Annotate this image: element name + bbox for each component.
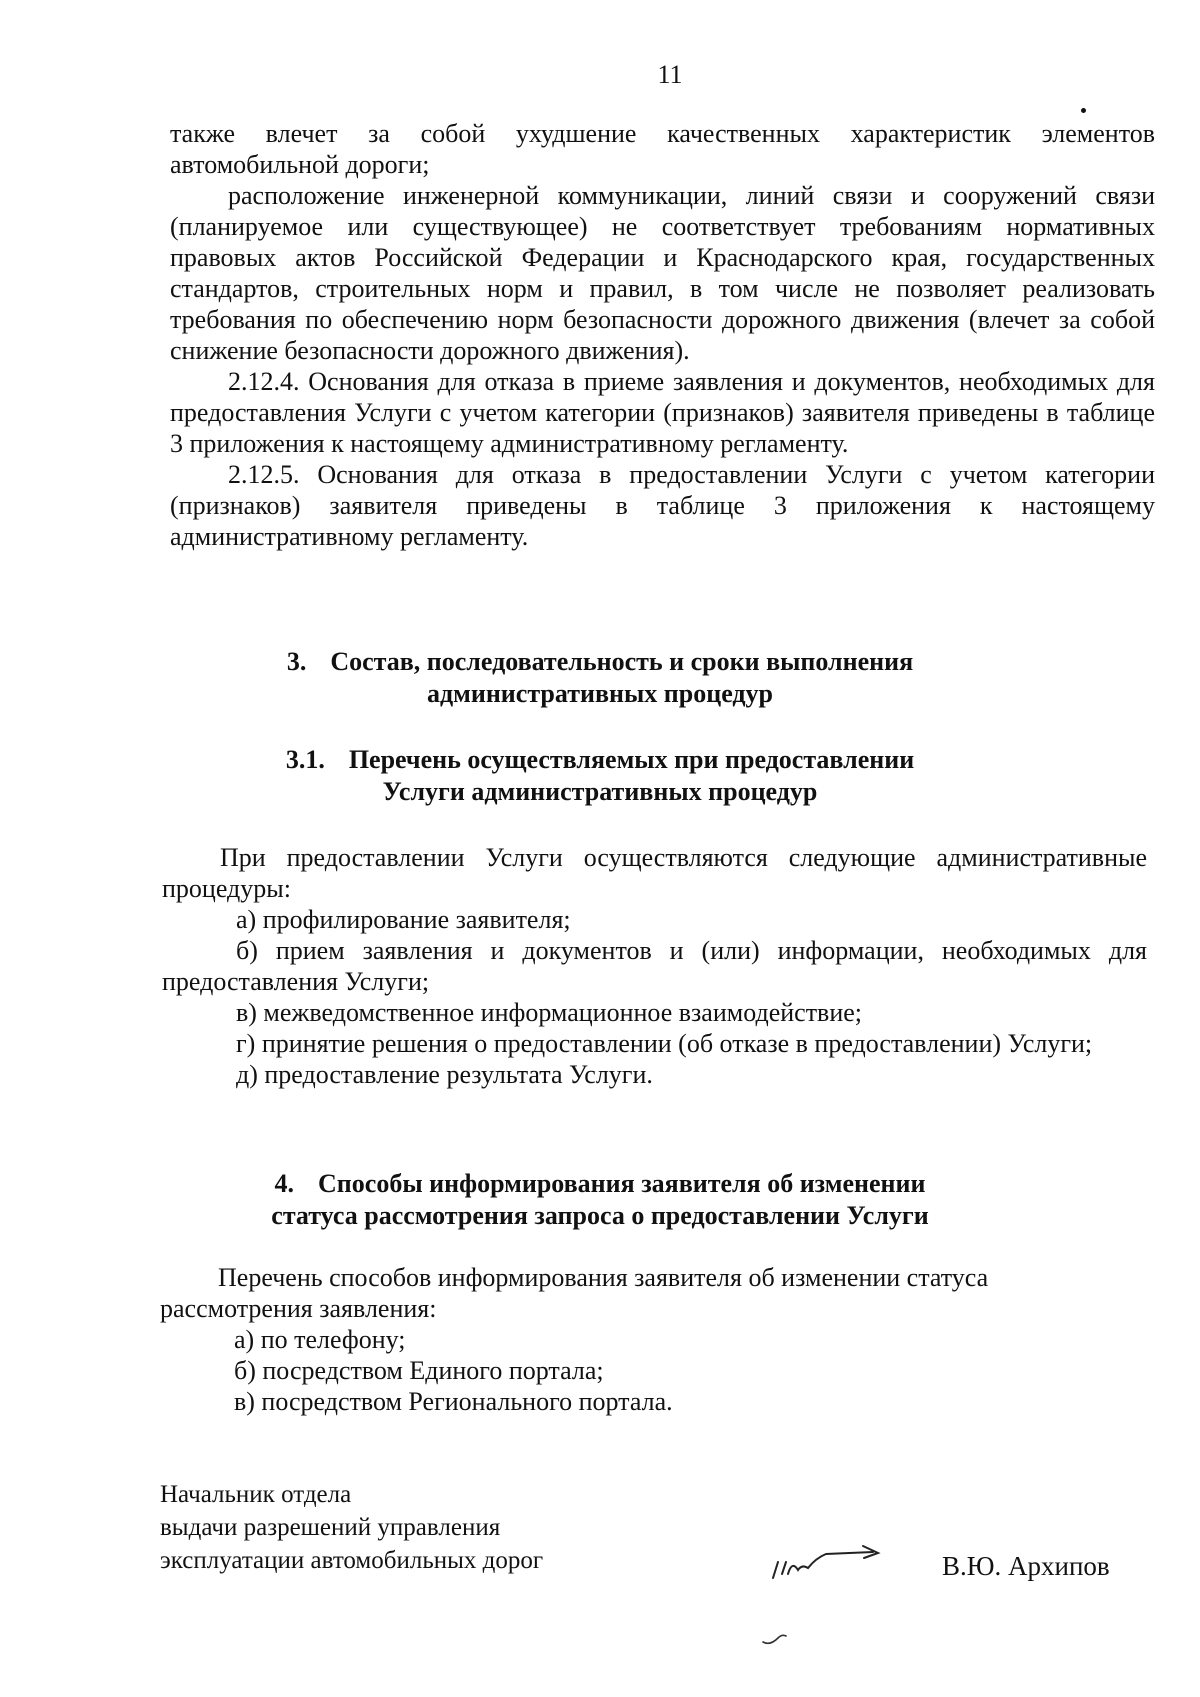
position-line3: эксплуатации автомобильных дорог [160, 1547, 544, 1574]
section-4-number: 4. [274, 1169, 295, 1198]
section-3-1-heading [0, 744, 1200, 808]
procedure-item: б) прием заявления и документов и (или) информации, необходимых для предоставления Услуги; [162, 936, 1147, 996]
signatory-name: В.Ю. Архипов [942, 1551, 1110, 1581]
position-line2: выдачи разрешений управления [160, 1514, 501, 1541]
paragraph-location: расположение инженерной коммуникации, линий связи и сооружений связи (планируемое или существующее) не соответствует требованиям нормативных правовых актов Российской Федерации и Краснодарского края, государственных стандартов, строительных норм и правил, в том числе не позволяет реализовать требования по обеспечению норм безопасности дорожного движения (влечет за собой снижение безопасности дорожного движения). [170, 181, 1155, 365]
paragraph-2-12-5: 2.12.5. Основания для отказа в предоставлении Услуги с учетом категории (признаков) заявителя приведены в таблице 3 приложения к настоящему административному регламенту. [170, 460, 1155, 551]
procedure-item: а) профилирование заявителя; [236, 905, 571, 934]
procedure-item: в) межведомственное информационное взаимодействие; [236, 998, 863, 1027]
pen-mark [760, 1628, 790, 1648]
method-item: в) посредством Регионального портала. [234, 1387, 673, 1416]
scan-dot [1081, 108, 1086, 113]
section-4-title-line2: статуса рассмотрения запроса о предоставлении Услуги [271, 1201, 929, 1230]
section-4-title-line1: Способы информирования заявителя об изменении [318, 1169, 926, 1198]
section-3-1-title-line2: Услуги административных процедур [382, 777, 818, 806]
signature-position [160, 1478, 543, 1577]
paragraph-2-12-4: 2.12.4. Основания для отказа в приеме заявления и документов, необходимых для предоставления Услуги с учетом категории (признаков) заявителя приведены в таблице 3 приложения к настоящему административному регламенту. [170, 367, 1155, 458]
position-line1: Начальник отдела [160, 1481, 352, 1508]
handwritten-signature [768, 1540, 898, 1585]
section-4-heading [0, 1168, 1200, 1232]
section-3-1-body [162, 842, 1147, 1090]
section-4-body [160, 1262, 1080, 1417]
method-item: б) посредством Единого портала; [234, 1356, 604, 1385]
section-3-title-line2: административных процедур [426, 679, 774, 708]
section-3-number: 3. [286, 647, 307, 676]
section-3-title-line1: Состав, последовательность и сроки выполнения [330, 647, 914, 676]
section-3-1-intro: При предоставлении Услуги осуществляются следующие административные процедуры: [162, 843, 1147, 903]
method-item: а) по телефону; [234, 1325, 406, 1354]
section-3-heading [0, 646, 1200, 710]
page-number: 11 [657, 60, 683, 89]
section-3-1-title-line1: Перечень осуществляемых при предоставлении [348, 745, 915, 774]
section-2-block [170, 118, 1155, 552]
section-3-1-number: 3.1. [285, 745, 325, 774]
procedure-item: г) принятие решения о предоставлении (об отказе в предоставлении) Услуги; [236, 1029, 1093, 1058]
section-4-intro: Перечень способов информирования заявителя об изменении статуса рассмотрения заявления: [160, 1263, 989, 1323]
paragraph-continuation: также влечет за собой ухудшение качественных характеристик элементов автомобильной дороги; [170, 119, 1155, 179]
procedure-item: д) предоставление результата Услуги. [236, 1060, 653, 1089]
